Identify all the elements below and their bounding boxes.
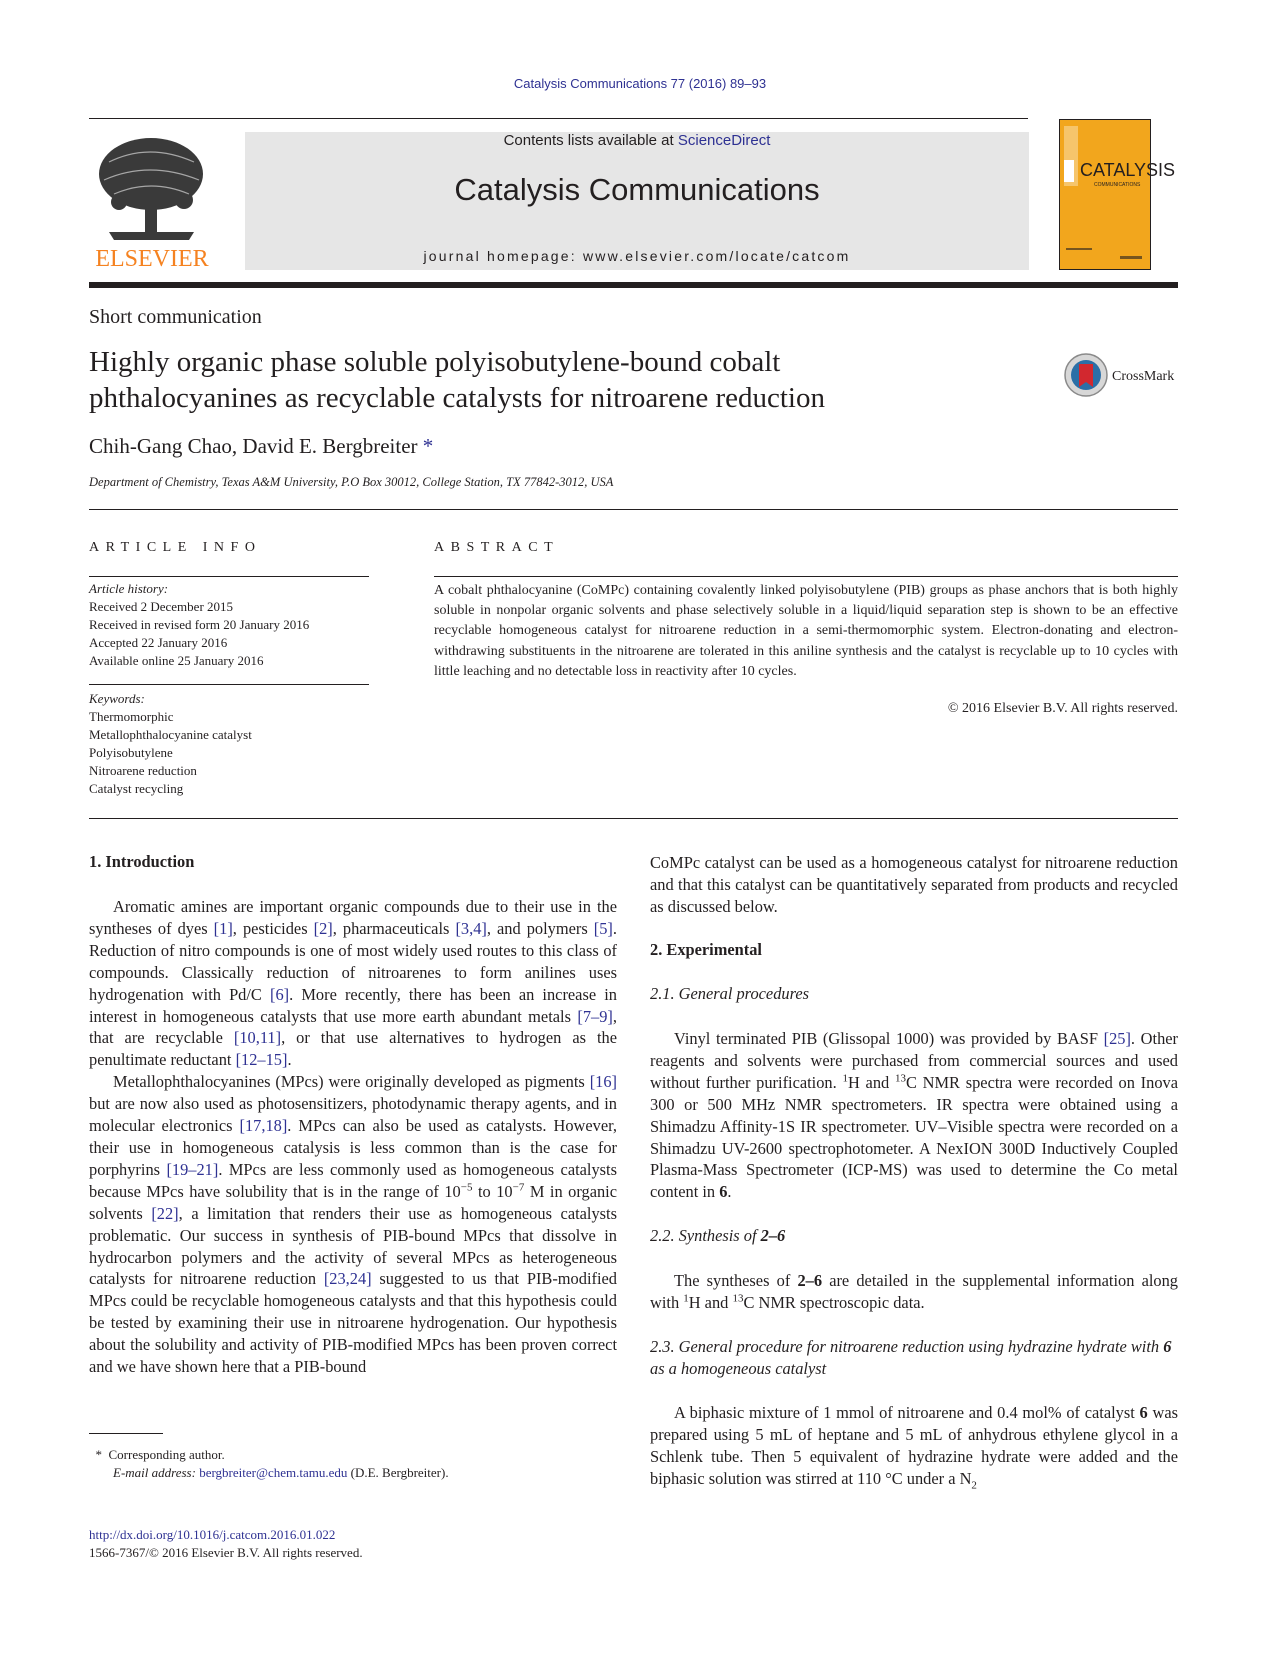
paragraph	[650, 1402, 1178, 1490]
keyword: Polyisobutylene	[89, 745, 173, 760]
exponent: −7	[512, 1181, 525, 1194]
nitroarene-reduction-body	[650, 1402, 1178, 1490]
divider	[89, 576, 369, 577]
subscript: 2	[971, 1479, 977, 1491]
text: M in organic solvents	[89, 1181, 618, 1223]
author-names: Chih-Gang Chao, David E. Bergbreiter	[89, 434, 418, 458]
corresponding-author-note	[89, 1446, 449, 1464]
text: . More recently, there has been an increase in interest in homogeneous catalysts that use more earth abundant metals	[89, 984, 617, 1026]
article-info-heading: ARTICLE INFO	[89, 540, 262, 555]
introduction-body	[89, 896, 617, 1378]
isotope-mass: 1	[683, 1292, 689, 1305]
corresponding-author-mark[interactable]: *	[422, 434, 434, 458]
email-note	[89, 1464, 449, 1482]
tree-icon	[89, 132, 215, 272]
section-heading-experimental: 2. Experimental	[650, 940, 762, 959]
text: Metallophthalocyanines (MPcs) were originally developed as pigments	[113, 1072, 590, 1092]
text: C NMR spectra were recorded on Inova 300 or 500 MHz NMR spectrometers. IR spectra were obtained using a Shimadzu Affinity-1S IR spectrometer. UV–Visible spectra were recorded on a Shimadzu UV-2600 spectrophotometer. A NexION 300D Inductively Coupled Plasma-Mass Spectrometer (ICP-MS) was used to determine the Co metal content in	[650, 1072, 1178, 1202]
text: . MPcs can also be used as catalysts. However, their use in homogeneous catalysis is less common than is the case for porphyrins	[89, 1116, 617, 1179]
crossmark-badge[interactable]	[1064, 352, 1184, 398]
isotope-mass: 13	[732, 1292, 744, 1305]
text: Corresponding author.	[108, 1447, 225, 1462]
article-history	[89, 580, 379, 670]
history-item: Accepted 22 January 2016	[89, 635, 228, 650]
text: . Reduction of nitro compounds is one of most widely used routes to this class of compounds. Classically reduction of nitroarenes to form anilines uses hydrogenation with Pd/C	[89, 918, 617, 1004]
crossmark-icon	[1064, 352, 1184, 398]
keywords-label: Keywords:	[89, 691, 145, 706]
history-item: Available online 25 January 2016	[89, 653, 264, 668]
text: was prepared using 5 mL of heptane and 5 mL of anhydrous ethylene glycol in a Schlenk tube. Then 5 equivalent of hydrazine hydrate were added and the biphasic solution was stirred at 110 °C under a N	[650, 1403, 1178, 1488]
cover-title: CATALYSIS	[1080, 160, 1176, 180]
citation-link[interactable]: [19–21]	[166, 1159, 219, 1179]
paragraph	[89, 1071, 617, 1378]
text: to 10	[472, 1181, 513, 1201]
text: , a limitation that renders their use as homogeneous catalysts problematic. Our success in synthesis of PIB-bound MPcs that dissolve in hydrocarbon polymers and the activity of several MPcs as heterogeneous catalysts for nitroarene reduction	[89, 1203, 617, 1289]
footnote	[89, 1446, 449, 1482]
text: 2.2. Synthesis of	[650, 1226, 761, 1245]
text: but are now also used as photosensitizers, photodynamic therapy agents, and in molecular electronics	[89, 1094, 617, 1136]
text: 2.3. General procedure for nitroarene reduction using hydrazine hydrate with	[650, 1337, 1164, 1356]
keyword: Metallophthalocyanine catalyst	[89, 727, 252, 742]
issn-line: 1566-7367/© 2016 Elsevier B.V. All rights reserved.	[89, 1545, 363, 1560]
crossmark-label: CrossMark	[1112, 369, 1175, 384]
divider	[89, 118, 1028, 119]
journal-title: Catalysis Communications	[454, 172, 820, 207]
citation-link[interactable]: [2]	[313, 918, 333, 938]
citation-link[interactable]: [10,11]	[233, 1028, 282, 1048]
text: The syntheses of	[674, 1271, 798, 1290]
paragraph: CoMPc catalyst can be used as a homogeneous catalyst for nitroarene reduction and that this catalyst can be quantitatively separated from products and recycled as discussed below.	[650, 853, 1178, 916]
paragraph	[650, 1028, 1178, 1203]
history-label: Article history:	[89, 581, 169, 596]
article-title-line-1: Highly organic phase soluble polyisobutylene-bound cobalt	[89, 346, 781, 378]
isotope-mass: 13	[894, 1072, 906, 1085]
synthesis-body	[650, 1270, 1178, 1314]
paragraph	[89, 896, 617, 1071]
doi-link[interactable]: http://dx.doi.org/10.1016/j.catcom.2016.01.022	[89, 1527, 336, 1542]
history-item: Received in revised form 20 January 2016	[89, 617, 310, 632]
footnote-divider	[89, 1433, 163, 1434]
citation-link[interactable]: [6]	[270, 984, 290, 1004]
text: , pesticides	[232, 918, 314, 938]
article-type: Short communication	[89, 306, 262, 328]
compound-number: 2–6	[760, 1226, 786, 1245]
footnote-mark: *	[95, 1447, 102, 1462]
citation-link[interactable]: [12–15]	[235, 1050, 288, 1070]
contents-prefix: Contents lists available at	[503, 132, 678, 149]
authors	[89, 434, 433, 459]
email-link[interactable]: bergbreiter@chem.tamu.edu	[199, 1465, 348, 1480]
citation-link[interactable]: [25]	[1103, 1029, 1131, 1048]
citation-link[interactable]: [7–9]	[577, 1006, 613, 1026]
subsection-heading-synthesis	[650, 1226, 785, 1246]
citation-link[interactable]: [22]	[151, 1203, 179, 1223]
citation-link[interactable]: [17,18]	[239, 1116, 288, 1136]
text: .	[727, 1182, 732, 1202]
text: suggested to us that PIB-modified MPcs could be recyclable homogeneous catalysts and that this hypothesis could be tested by examining their use in nitroarene hydrogenation. Our hypothesis about the solubility and activity of PIB-modified MPcs has been proven correct and we have shown here that a PIB-bound	[89, 1269, 617, 1377]
text: . Other reagents and solvents were purchased from commercial sources and used without further purification.	[650, 1029, 1178, 1092]
abstract-heading: ABSTRACT	[434, 540, 560, 555]
keywords	[89, 690, 379, 798]
text: , that are recyclable	[89, 1006, 617, 1048]
text: H and	[847, 1072, 895, 1092]
text: are detailed in the supplemental information along with	[650, 1271, 1178, 1312]
journal-homepage[interactable]: journal homepage: www.elsevier.com/locate/catcom	[423, 248, 851, 264]
citation-link[interactable]: [16]	[589, 1072, 617, 1092]
subsection-heading-nitroarene-reduction	[650, 1336, 1178, 1380]
contents-line	[245, 132, 1029, 149]
compound-number: 2–6	[797, 1271, 823, 1290]
compound-number: 6	[1163, 1337, 1172, 1356]
sciencedirect-link[interactable]: ScienceDirect	[677, 132, 771, 149]
keyword: Catalyst recycling	[89, 781, 184, 796]
text: A biphasic mixture of 1 mmol of nitroarene and 0.4 mol% of catalyst	[674, 1403, 1140, 1422]
text: H and	[688, 1292, 733, 1312]
citation-link[interactable]: [3,4]	[455, 918, 487, 938]
abstract-copyright: © 2016 Elsevier B.V. All rights reserved.	[947, 701, 1178, 716]
text: , pharmaceuticals	[332, 918, 456, 938]
keyword: Thermomorphic	[89, 709, 174, 724]
text: C NMR spectroscopic data.	[743, 1292, 925, 1312]
divider	[89, 818, 1178, 819]
introduction-continued	[650, 852, 1178, 918]
compound-number: 6	[719, 1182, 728, 1202]
general-procedures-body	[650, 1028, 1178, 1203]
text: as a homogeneous catalyst	[650, 1358, 827, 1378]
divider	[434, 576, 1178, 577]
header-thick-divider	[89, 282, 1178, 288]
cover-image	[1060, 120, 1176, 269]
text: , and polymers	[486, 918, 594, 938]
exponent: −5	[460, 1181, 473, 1194]
text: Aromatic amines are important organic compounds due to their use in the syntheses of dyes	[89, 897, 617, 938]
paragraph	[650, 1270, 1178, 1314]
elsevier-logo[interactable]	[89, 132, 215, 272]
abstract-text: A cobalt phthalocyanine (CoMPc) containing covalently linked polyisobutylene (PIB) groups as phase anchors that is both highly soluble in nonpolar organic solvents and phase selectively soluble in a liquid/liquid separation step is shown to be an effective recyclable homogeneous catalyst for nitroarene reduction in a semi-thermomorphic system. Electron-donating and electron-withdrawing substituents in the nitroarene are tolerated in this aniline synthesis and the catalyst is recyclable up to 10 cycles with little leaching and no detectable loss in reactivity after 10 cycles.	[434, 583, 1178, 679]
citation-link[interactable]: [5]	[593, 918, 613, 938]
publisher-logo-text: ELSEVIER	[95, 246, 209, 272]
email-label: E-mail address:	[113, 1465, 200, 1480]
footer	[89, 1526, 363, 1562]
text: (D.E. Bergbreiter).	[347, 1465, 449, 1480]
compound-number: 6	[1139, 1403, 1148, 1422]
divider	[89, 509, 1178, 510]
text: . MPcs are less commonly used as homogeneous catalysts because MPcs have solubility that is in the range of 10	[89, 1159, 617, 1201]
section-heading-introduction: 1. Introduction	[89, 852, 195, 871]
journal-cover[interactable]	[1059, 119, 1176, 270]
isotope-mass: 1	[842, 1072, 848, 1085]
subsection-heading-general-procedures: 2.1. General procedures	[650, 984, 810, 1003]
article-title	[89, 344, 1009, 416]
keyword: Nitroarene reduction	[89, 763, 197, 778]
journal-reference[interactable]: Catalysis Communications 77 (2016) 89–93	[513, 76, 767, 91]
cover-subtitle: COMMUNICATIONS	[1094, 182, 1141, 188]
text: Vinyl terminated PIB (Glissopal 1000) was provided by BASF	[674, 1029, 1104, 1048]
history-item: Received 2 December 2015	[89, 599, 234, 614]
citation-link[interactable]: [1]	[213, 918, 233, 938]
affiliation: Department of Chemistry, Texas A&M University, P.O Box 30012, College Station, TX 77842-3012, USA	[89, 475, 614, 489]
citation-link[interactable]: [23,24]	[323, 1269, 372, 1289]
article-title-line-2: phthalocyanines as recyclable catalysts for nitroarene reduction	[89, 382, 825, 414]
text: .	[287, 1050, 292, 1070]
divider	[89, 684, 369, 685]
text: , or that use alternatives to hydrogen as the penultimate reductant	[89, 1028, 617, 1070]
